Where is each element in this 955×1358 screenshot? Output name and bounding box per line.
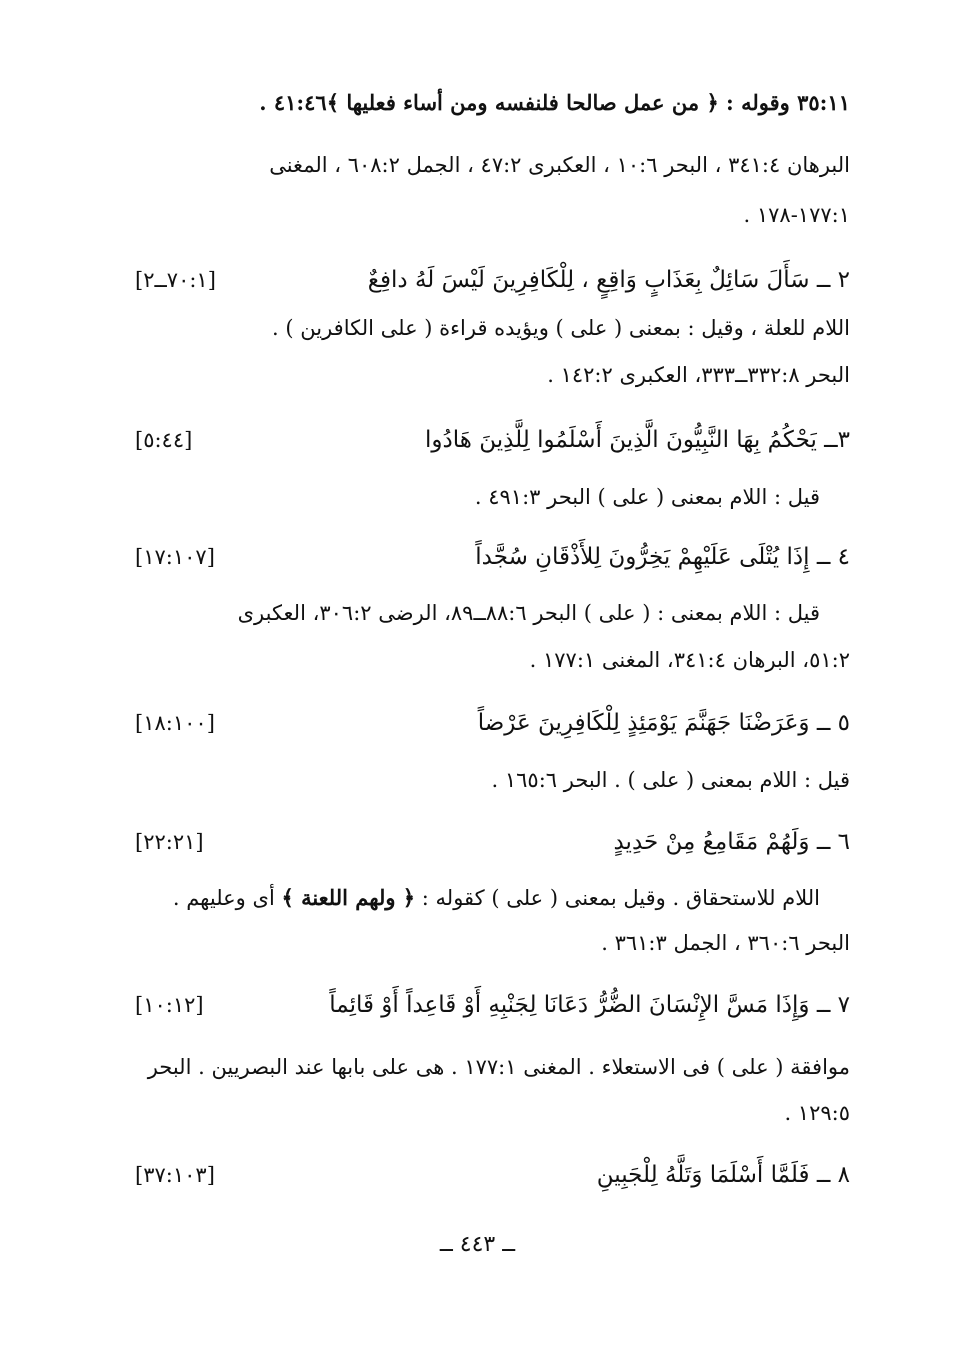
verse-text: ٦ ــ وَلَهُمْ مَقَامِعُ مِنْ حَدِيدٍ xyxy=(613,829,850,855)
verse-reference: [٧٠:١ــ٢] xyxy=(135,268,216,292)
text-line: ١٧٧:١-١٧٨ . xyxy=(743,203,850,227)
page-number: ــ ٤٤٣ ــ xyxy=(439,1232,516,1257)
commentary-line: البحر ٣٦٠:٦ ، الجمل ٣٦١:٣ . xyxy=(601,931,850,955)
quoted-verse: ﴿ ولهم اللعنة ﴾ xyxy=(281,885,416,910)
commentary-line: اللام للعلة ، وقيل : بمعنى ( على ) ويؤيده قراءة ( على الكافرين ) . xyxy=(272,316,850,340)
verse-entry xyxy=(135,822,850,862)
verse-reference: [١٧:١٠٧] xyxy=(135,545,215,569)
commentary-text: أى وعليهم . xyxy=(172,886,282,910)
verse-entry xyxy=(135,703,850,743)
verse-text: ٥ ــ وَعَرَضْنَا جَهَنَّمَ يَوْمَئِذٍ لِلْكَافِرِينَ عَرْضاً xyxy=(477,710,850,736)
commentary-line: قيل : اللام بمعنى ( على ) . البحر ١٦٥:٦ . xyxy=(491,768,850,792)
verse-text: ٨ ــ فَلَمَّا أَسْلَمَا وَتَلَّهُ لِلْجَبِينِ xyxy=(596,1162,850,1188)
verse-entry xyxy=(135,420,850,460)
commentary-line: ٥١:٢، البرهان ٣٤١:٤، المغنى ١٧٧:١ . xyxy=(529,648,850,672)
verse-entry xyxy=(135,537,850,577)
verse-text: ٤ ــ إِذَا يُتْلَى عَلَيْهِمْ يَخِرُّونَ لِلأَذْقَانِ سُجَّداً xyxy=(475,544,850,570)
text-line: ٣٥:١١ وقوله : ﴿ من عمل صالحا فلنفسه ومن أساء فعليها ﴾٤١:٤٦ . xyxy=(259,90,850,115)
commentary-line: موافقة ( على ) فى الاستعلاء . المغنى ١٧٧:١ . هى على بابها عند البصريين . البحر xyxy=(147,1055,850,1079)
verse-entry xyxy=(135,1155,850,1195)
verse-text: ٣ــ يَحْكُمُ بِهَا النَّبِيُّونَ الَّذِينَ أَسْلَمُوا لِلَّذِينَ هَادُوا xyxy=(425,427,850,453)
verse-reference: [١٠:١٢] xyxy=(135,993,204,1017)
commentary-text: اللام للاستحقاق . وقيل بمعنى ( على ) كقوله : xyxy=(415,886,820,910)
commentary-line: البحر ٣٣٢:٨ــ٣٣٣، العكبرى ١٤٢:٢ . xyxy=(547,363,850,387)
commentary-line: قيل : اللام بمعنى : ( على ) البحر ٨٨:٦ــ٨٩، الرضى ٣٠٦:٢، العكبرى xyxy=(237,601,820,625)
verse-reference: [١٨:١٠٠] xyxy=(135,711,215,735)
text-line: البرهان ٣٤١:٤ ، البحر ١٠:٦ ، العكبرى ٤٧:٢ ، الجمل ٦٠٨:٢ ، المغنى xyxy=(269,153,850,177)
verse-reference: [٢٢:٢١] xyxy=(135,830,204,854)
verse-entry xyxy=(135,985,850,1025)
verse-text: ٢ ــ سَأَلَ سَائِلٌ بِعَذَابٍ وَاقِعٍ ، لِلْكَافِرِينَ لَيْسَ لَهُ دافِعٌ xyxy=(367,267,850,293)
verse-text: ٧ ــ وَإِذَا مَسَّ الإِنْسَانَ الضُّرُّ دَعَانَا لِجَنْبِهِ أَوْ قَاعِداً أَوْ قَائِماً xyxy=(329,992,850,1018)
commentary-line xyxy=(135,883,820,913)
commentary-line: قيل : اللام بمعنى ( على ) البحر ٤٩١:٣ . xyxy=(474,485,820,509)
verse-reference: [٣٧:١٠٣] xyxy=(135,1163,215,1187)
commentary-line: ١٢٩:٥ . xyxy=(784,1101,850,1125)
verse-entry xyxy=(135,260,850,300)
verse-reference: [٥:٤٤] xyxy=(135,428,193,452)
